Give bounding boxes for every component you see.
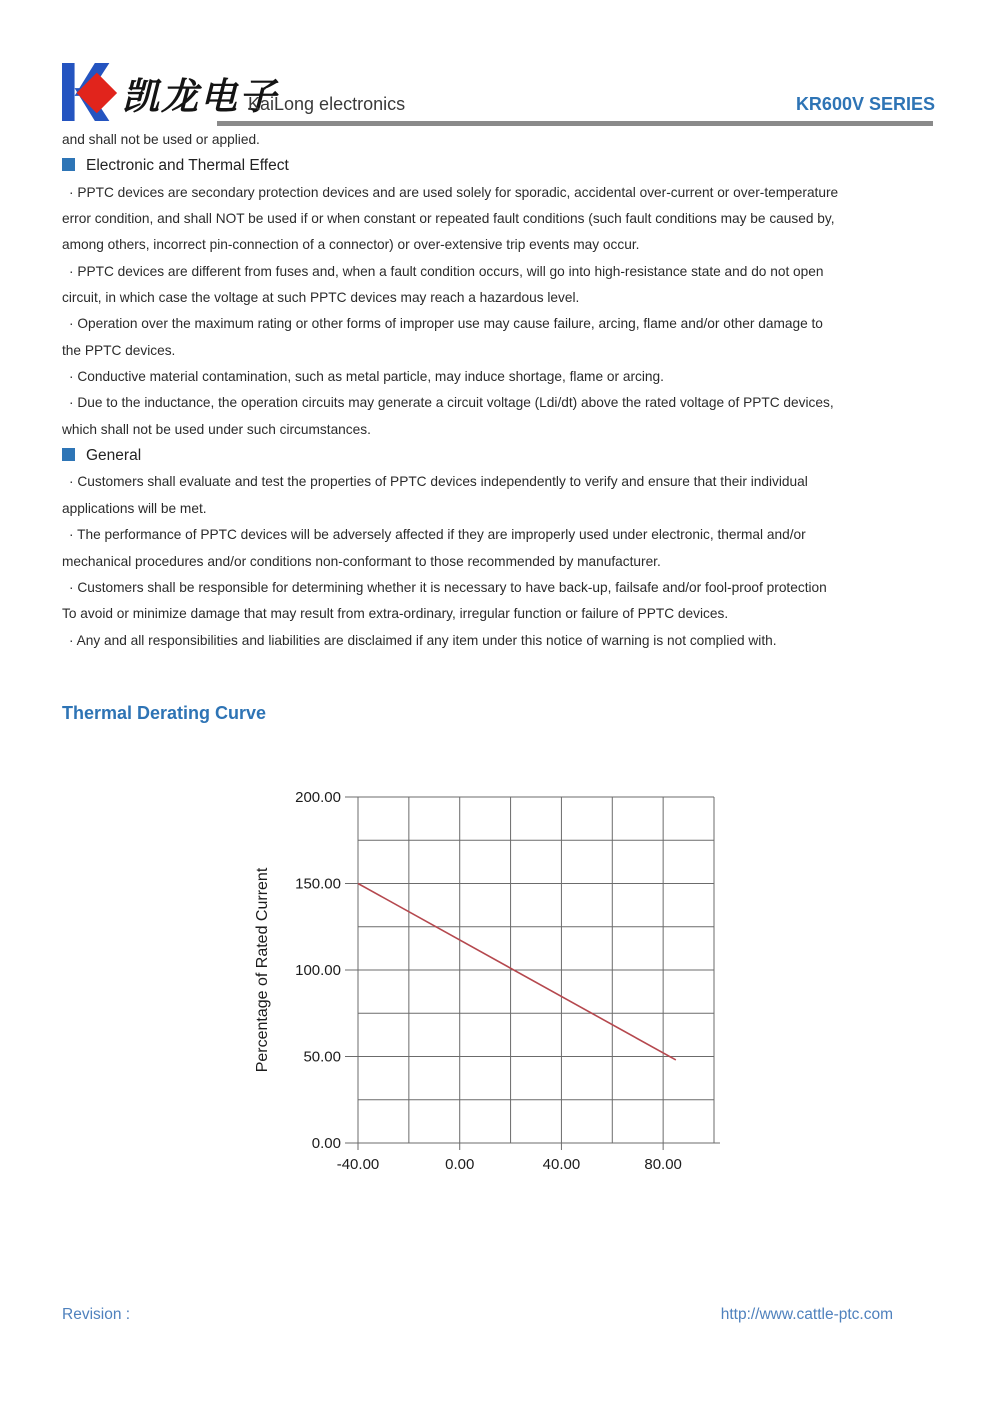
notice-line: error condition, and shall NOT be used if or when constant or repeated fault conditions (such fault conditions may be caused by,	[62, 211, 835, 227]
section-heading-label: General	[86, 447, 142, 465]
section-bullet-icon	[62, 158, 75, 171]
y-tick-label: 100.00	[295, 962, 341, 979]
y-tick-label: 50.00	[303, 1048, 341, 1066]
notice-line: · Customers shall evaluate and test the properties of PPTC devices independently to verify and ensure that their individual	[69, 474, 808, 490]
website-link[interactable]: http://www.cattle-ptc.com	[720, 1306, 893, 1323]
notice-line: · Operation over the maximum rating or other forms of improper use may cause failure, arcing, flame and/or other damage to	[69, 316, 823, 332]
notice-line: To avoid or minimize damage that may result from extra-ordinary, irregular function or failure of PPTC devices.	[62, 606, 729, 622]
section-heading-electronic-thermal	[62, 153, 942, 179]
notice-line: mechanical procedures and/or conditions non-conformant to those recommended by manufacturer.	[62, 553, 661, 569]
derating-line	[358, 884, 676, 1060]
x-tick-label: 0.00	[445, 1156, 475, 1173]
kailong-logo-icon	[62, 60, 120, 124]
company-name: KaiLong electronics	[248, 94, 406, 114]
notice-line: among others, incorrect pin-connection of a connector) or over-extensive trip events may occur.	[62, 237, 640, 253]
notice-line: which shall not be used under such circumstances.	[62, 421, 371, 437]
section-heading-label: Electronic and Thermal Effect	[86, 157, 289, 175]
notice-line: the PPTC devices.	[62, 342, 176, 358]
y-tick-label: 0.00	[311, 1135, 341, 1152]
x-tick-label: 80.00	[644, 1156, 682, 1173]
y-tick-label: 150.00	[295, 875, 341, 893]
section-heading-general	[62, 443, 942, 469]
notice-line: · PPTC devices are secondary protection devices and are used solely for sporadic, accidental over-current or over-temperature	[69, 184, 839, 200]
notice-line: · Due to the inductance, the operation circuits may generate a circuit voltage (Ldi/dt) above the rated voltage of PPTC devices,	[69, 395, 834, 411]
notice-line: · Any and all responsibilities and liabilities are disclaimed if any item under this notice of warning is not complied with.	[69, 632, 777, 648]
series-title: KR600V SERIES	[795, 94, 935, 114]
notice-line: · Customers shall be responsible for determining whether it is necessary to have back-up, failsafe and/or fool-proof protection	[69, 579, 827, 595]
logo-chinese-text: 凯龙电子	[122, 75, 278, 118]
revision-label: Revision :	[62, 1306, 131, 1323]
y-tick-label: 200.00	[295, 789, 341, 806]
notice-line: and shall not be used or applied.	[62, 132, 260, 147]
notice-line: applications will be met.	[62, 500, 207, 516]
thermal-derating-chart	[0, 760, 1000, 1190]
notice-line: circuit, in which case the voltage at such PPTC devices may reach a hazardous level.	[62, 290, 580, 306]
section-bullet-icon	[62, 448, 75, 461]
notice-line: · Conductive material contamination, such as metal particle, may induce shortage, flame or arcing.	[69, 369, 664, 385]
x-tick-label: 40.00	[542, 1156, 581, 1173]
notice-line: · The performance of PPTC devices will be adversely affected if they are improperly used under electronic, thermal and/or	[69, 527, 806, 543]
warning-notice-text	[62, 127, 942, 654]
section-title-thermal-derating-curve: Thermal Derating Curve	[62, 703, 267, 723]
header-divider	[217, 121, 933, 126]
notice-line: · PPTC devices are different from fuses and, when a fault condition occurs, will go into high-resistance state and do not open	[69, 263, 824, 279]
y-axis-title: Percentage of Rated Current	[254, 867, 271, 1073]
x-tick-label: -40.00	[336, 1156, 380, 1173]
